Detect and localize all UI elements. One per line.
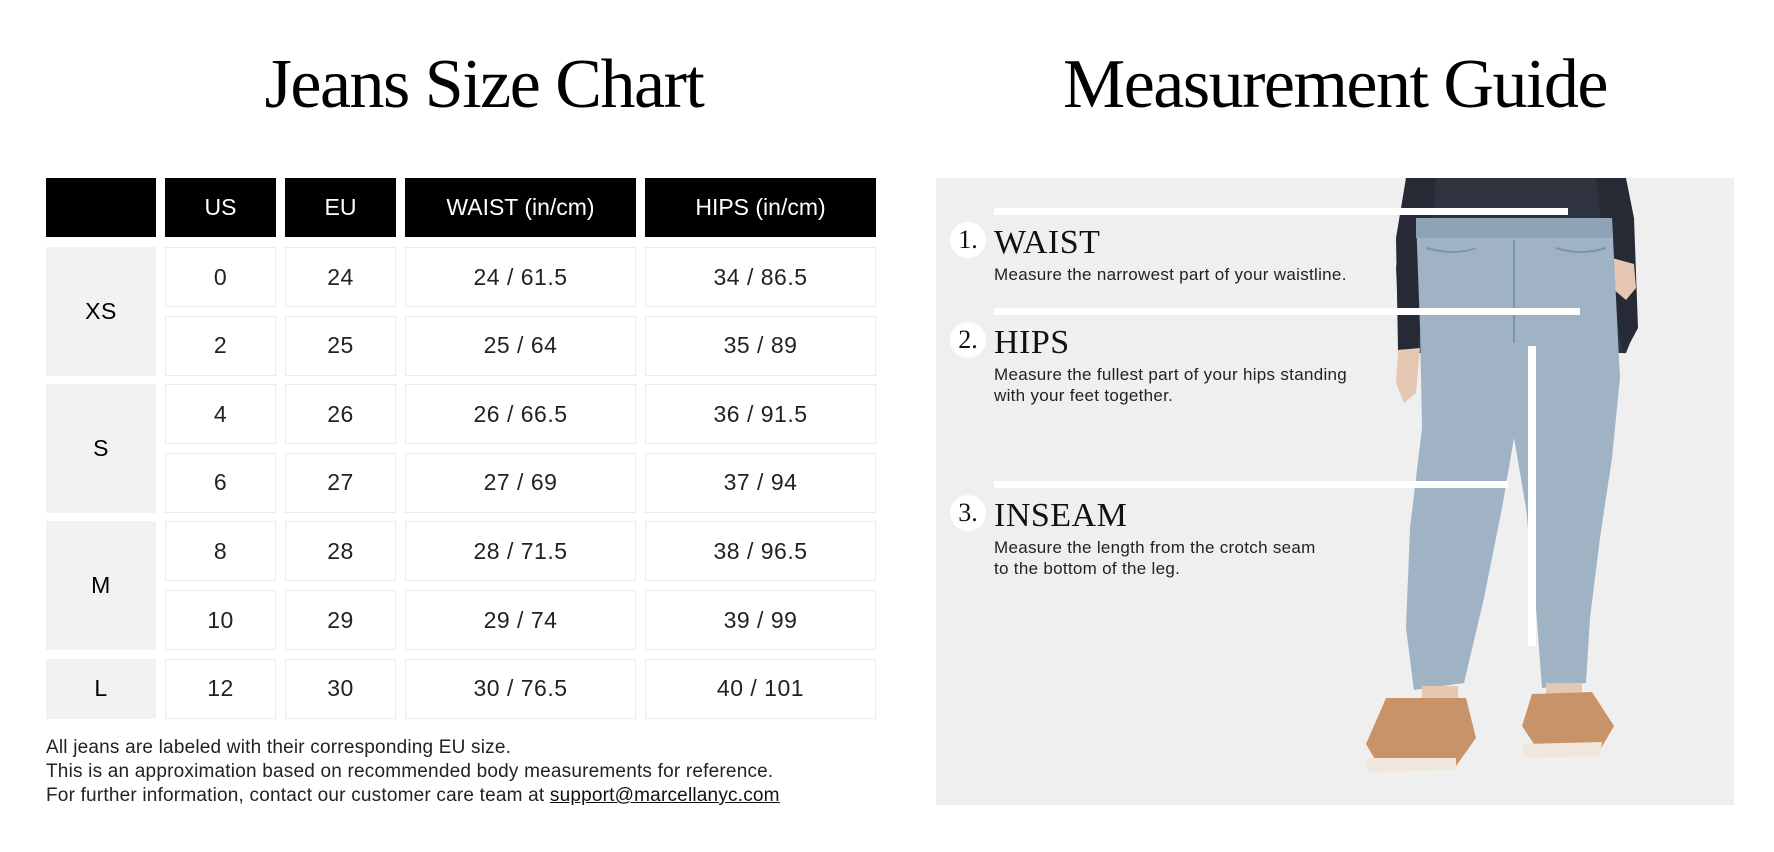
inseam-guide-line — [994, 481, 1508, 488]
table-cell-us: 6 — [165, 453, 276, 513]
table-cell-hips: 40 / 101 — [645, 659, 876, 719]
note-contact-text: For further information, contact our customer care team at — [46, 785, 550, 806]
table-cell-waist: 26 / 66.5 — [405, 384, 636, 444]
table-cell-us: 8 — [165, 521, 276, 581]
jeans-waistband — [1416, 218, 1612, 238]
table-cell-us: 0 — [165, 247, 276, 307]
note-approximation: This is an approximation based on recommended body measurements for reference. — [46, 761, 774, 782]
table-cell-waist: 28 / 71.5 — [405, 521, 636, 581]
table-cell-eu: 25 — [285, 316, 396, 376]
right-shoe-sole — [1522, 742, 1602, 758]
step-2-badge: 2. — [950, 322, 986, 358]
header-hips: HIPS (in/cm) — [645, 178, 876, 237]
table-cell-us: 10 — [165, 590, 276, 650]
size-label-xs: XS — [46, 247, 156, 376]
table-cell-eu: 29 — [285, 590, 396, 650]
table-cell-us: 2 — [165, 316, 276, 376]
hips-description: Measure the fullest part of your hips standing with your feet together. — [994, 365, 1348, 405]
table-cell-waist: 25 / 64 — [405, 316, 636, 376]
waist-description: Measure the narrowest part of your waistline. — [994, 265, 1347, 284]
note-eu-labels: All jeans are labeled with their corresponding EU size. — [46, 737, 512, 758]
header-waist: WAIST (in/cm) — [405, 178, 636, 237]
table-cell-waist: 29 / 74 — [405, 590, 636, 650]
measurement-guide-panel — [936, 178, 1734, 805]
size-chart-title: Jeans Size Chart — [264, 46, 704, 123]
note-contact — [46, 784, 780, 808]
table-cell-eu: 24 — [285, 247, 396, 307]
table-cell-eu: 27 — [285, 453, 396, 513]
inseam-heading: INSEAM — [994, 497, 1128, 534]
header-eu: EU — [285, 178, 396, 237]
waist-measure-line — [994, 208, 1568, 215]
table-cell-hips: 34 / 86.5 — [645, 247, 876, 307]
table-cell-waist: 24 / 61.5 — [405, 247, 636, 307]
table-cell-hips: 35 / 89 — [645, 316, 876, 376]
model-left-shoe — [1366, 698, 1476, 768]
table-cell-hips: 38 / 96.5 — [645, 521, 876, 581]
hips-measure-line — [994, 308, 1580, 315]
table-cell-waist: 30 / 76.5 — [405, 659, 636, 719]
support-email-link[interactable]: support@marcellanyc.com — [549, 785, 780, 806]
model-left-hand — [1396, 348, 1420, 403]
step-1-badge: 1. — [950, 222, 986, 258]
header-us: US — [165, 178, 276, 237]
table-cell-eu: 30 — [285, 659, 396, 719]
table-cell-hips: 36 / 91.5 — [645, 384, 876, 444]
measurement-guide-title: Measurement Guide — [1062, 46, 1608, 123]
step-3-badge: 3. — [950, 495, 986, 531]
model-figure — [1366, 178, 1638, 772]
left-shoe-sole — [1366, 758, 1456, 772]
table-cell-us: 4 — [165, 384, 276, 444]
table-cell-eu: 28 — [285, 521, 396, 581]
size-label-s: S — [46, 384, 156, 513]
table-cell-eu: 26 — [285, 384, 396, 444]
table-cell-waist: 27 / 69 — [405, 453, 636, 513]
hips-heading: HIPS — [994, 324, 1070, 361]
waist-heading: WAIST — [994, 224, 1101, 261]
size-label-l: L — [46, 659, 156, 719]
table-cell-us: 12 — [165, 659, 276, 719]
size-chart-notes — [46, 736, 780, 808]
header-size — [46, 178, 156, 237]
table-cell-hips: 37 / 94 — [645, 453, 876, 513]
inseam-measure-line — [1528, 346, 1536, 646]
inseam-description: Measure the length from the crotch seam to the bottom of the leg. — [994, 538, 1316, 578]
size-label-m: M — [46, 521, 156, 650]
table-cell-hips: 39 / 99 — [645, 590, 876, 650]
